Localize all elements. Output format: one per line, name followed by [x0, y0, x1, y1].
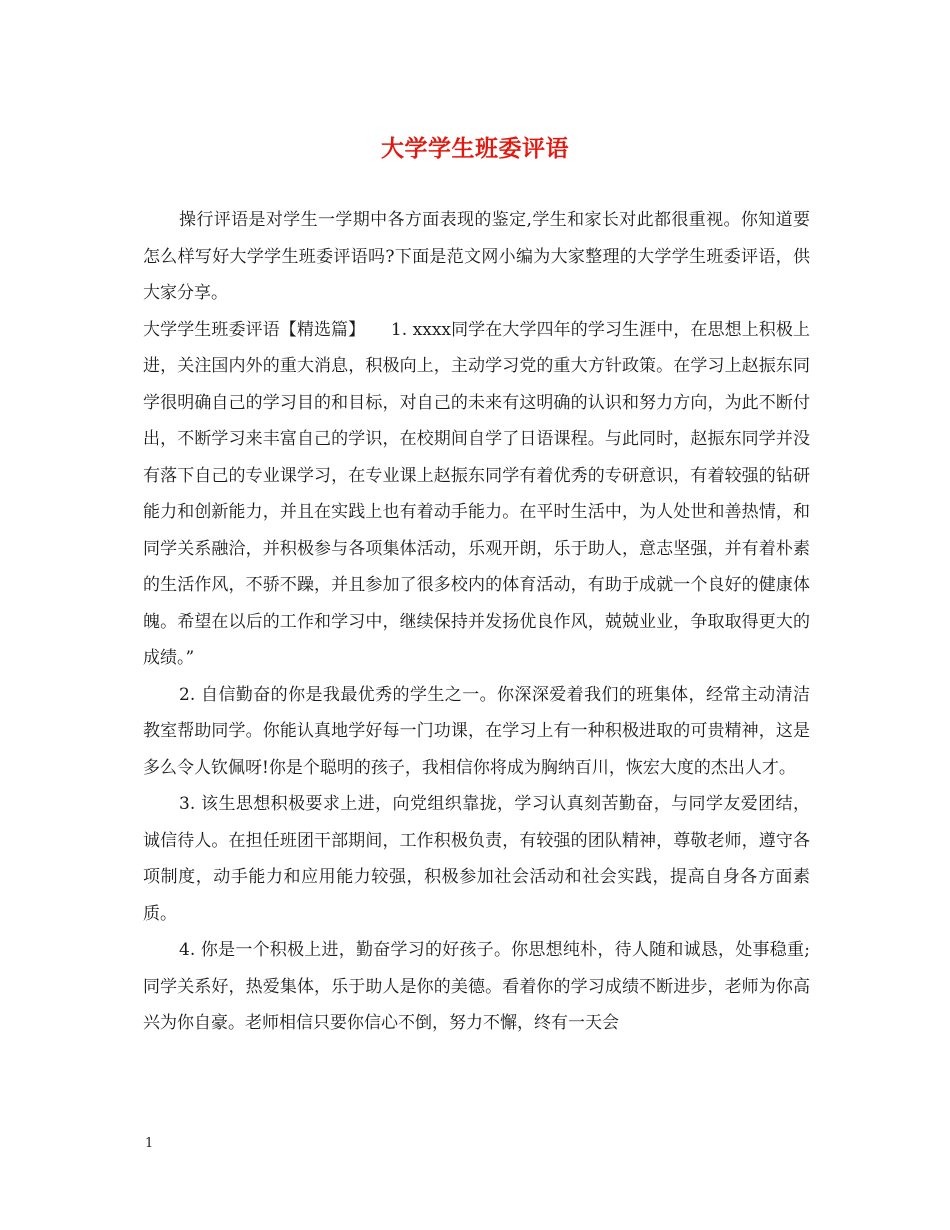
- page-number: 1: [145, 1136, 154, 1151]
- intro-paragraph: 操行评语是对学生一学期中各方面表现的鉴定,学生和家长对此都很重视。你知道要怎么样写好大学学生班委评语吗?下面是范文网小编为大家整理的大学学生班委评语，供大家分享。: [143, 210, 810, 303]
- document-body: [143, 202, 810, 1042]
- comment-paragraph-3: 3. 该生思想积极要求上进，向党组织靠拢，学习认真刻苦勤奋，与同学友爱团结，诚信待人。在担任班团干部期间，工作积极负责，有较强的团队精神，尊敬老师，遵守各项制度，动手能力和应用能力较强，积极参加社会活动和社会实践，提高自身各方面素质。: [143, 794, 810, 924]
- comment-paragraph-4: 4. 你是一个积极上进，勤奋学习的好孩子。你思想纯朴，待人随和诚恳，处事稳重;同学关系好，热爱集体，乐于助人是你的美德。看着你的学习成绩不断进步，老师为你高兴为你自豪。老师相信只要你信心不倒，努力不懈，终有一天会: [143, 940, 810, 1033]
- document-title: 大学学生班委评语: [381, 135, 569, 162]
- comment-paragraph-2: 2. 自信勤奋的你是我最优秀的学生之一。你深深爱着我们的班集体，经常主动清洁教室帮助同学。你能认真地学好每一门功课，在学习上有一种积极进取的可贵精神，这是多么令人钦佩呀!你是个聪明的孩子，我相信你将成为胸纳百川，恢宏大度的杰出人才。: [143, 684, 810, 778]
- comment-paragraph-1: 大学学生班委评语【精选篇】 1. xxxx同学在大学四年的学习生涯中，在思想上积极上进，关注国内外的重大消息，积极向上，主动学习党的重大方针政策。在学习上赵振东同学很明确自己的学习目的和目标，对自己的未来有这明确的认识和努力方向，为此不断付出，不断学习来丰富自己的学识，在校期间自学了日语课程。与此同时，赵振东同学并没有落下自己的专业课学习，在专业课上赵振东同学有着优秀的专研意识，有着较强的钻研能力和创新能力，并且在实践上也有着动手能力。在平时生活中，为人处世和善热情，和同学关系融洽，并积极参与各项集体活动，乐观开朗，乐于助人，意志坚强，并有着朴素的生活作风，不骄不躁，并且参加了很多校内的体育活动，有助于成就一个良好的健康体魄。希望在以后的工作和学习中，继续保持并发扬优良作风，兢兢业业，争取取得更大的成绩。”: [143, 319, 810, 668]
